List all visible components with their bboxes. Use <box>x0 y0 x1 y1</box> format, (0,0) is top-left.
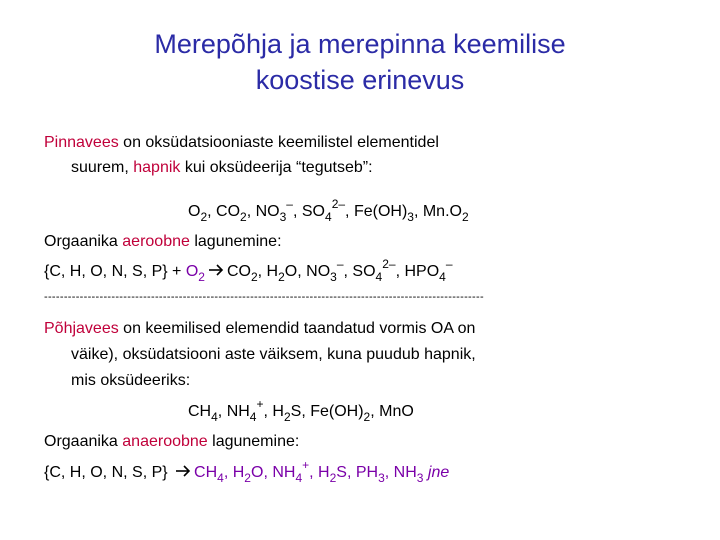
anaerobic-equation: {C, H, O, N, S, P} $CH_4$, $H_2O$, $NH_4^+$, $H_2S$, $PH_3$, $NH_3$ jne <box>44 458 450 485</box>
title-line-2: koostise erinevus <box>255 65 465 95</box>
bottom-water-term: Põhjavees <box>44 320 119 337</box>
anaerobic-heading: Orgaanika anaeroobne lagunemine: <box>44 433 300 450</box>
aerobic-term: aeroobne <box>122 233 190 250</box>
section-divider: --------------------------------------------------------------------------------------------------------------- <box>44 291 484 303</box>
surface-line-2: suurem, hapnik kui oksüdeerija “tegutseb”: <box>71 159 373 176</box>
anaerobic-products: $CH_4$, $H_2O$, $NH_4^+$, $H_2S$, $PH_3$, $NH_3$ <box>194 458 424 485</box>
anaerobic-term: anaeroobne <box>122 433 208 450</box>
bottom-species: $CH_4$, $NH_4^+$, $H_2S$, $Fe(OH)_2$, MnO <box>188 397 414 424</box>
arrow-right-icon <box>175 464 191 478</box>
surface-water-term: Pinnavees <box>44 134 119 151</box>
title-line-1: Merepõhja ja merepinna keemilise <box>154 29 566 59</box>
oxygen-term: hapnik <box>133 159 181 176</box>
bottom-line-1: Põhjavees on keemilised elemendid taandatud vormis OA on <box>44 320 476 337</box>
surface-line-1: Pinnavees on oksüdatsiooniaste keemilistel elementidel <box>44 134 439 151</box>
slide-title <box>0 26 720 98</box>
arrow-right-icon <box>208 263 224 277</box>
aerobic-equation: {C, H, O, N, S, $P\} + O_2$ $CO_2$, $H_2O$, $NO_3^-$, $SO_4^{2-}$, $HPO_4^-$ <box>44 257 453 284</box>
surface-species: $O_2$, $CO_2$, $NO_3^-$, $SO_4^{2-}$, $Fe(OH)_3$, $Mn.O_2$ <box>188 197 469 224</box>
bottom-line-3: mis oksüdeeriks: <box>71 372 191 389</box>
aerobic-heading: Orgaanika aeroobne lagunemine: <box>44 233 282 250</box>
o2-reactant: $O_2$ <box>185 263 205 284</box>
etc-label: jne <box>427 464 450 481</box>
bottom-line-2: väike), oksüdatsiooni aste väiksem, kuna puudub hapnik, <box>71 346 476 363</box>
